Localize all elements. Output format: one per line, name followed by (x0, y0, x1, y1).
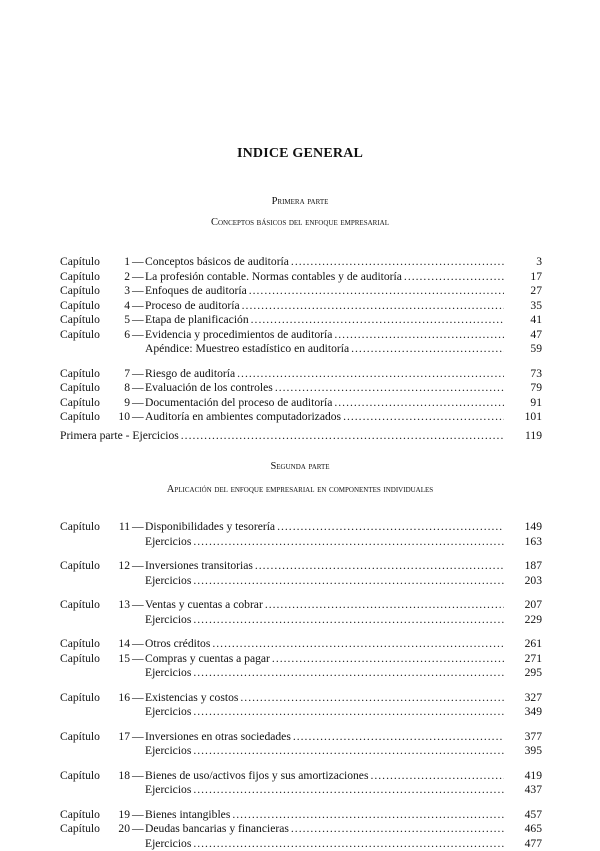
page-number: 163 (502, 535, 542, 550)
entry-leader (145, 637, 504, 652)
entry-title: Ejercicios (145, 783, 193, 798)
entry-leader (145, 396, 504, 411)
toc-row[interactable] (60, 255, 514, 270)
chapter-word: Capítulo (60, 284, 100, 299)
chapter-word: Capítulo (60, 299, 100, 314)
entry-title: Ejercicios (145, 535, 193, 550)
entry-title: Documentación del proceso de auditoría (145, 396, 334, 411)
toc-row[interactable] (60, 730, 514, 745)
page-number: 73 (502, 367, 542, 382)
row-gap (60, 627, 514, 637)
dot-leader (193, 666, 504, 681)
part2-toc (60, 520, 514, 851)
chapter-dash: — (132, 328, 144, 343)
row-gap (60, 720, 514, 730)
chapter-dash: — (132, 255, 144, 270)
row-gap (60, 798, 514, 808)
dot-leader (193, 613, 504, 628)
chapter-number: 16 (108, 691, 130, 706)
dot-leader (237, 367, 504, 382)
chapter-word: Capítulo (60, 598, 100, 613)
page-number: 229 (502, 613, 542, 628)
entry-leader (60, 429, 504, 444)
entry-title: Bienes de uso/activos fijos y sus amortizaciones (145, 769, 370, 784)
dot-leader (193, 535, 504, 550)
chapter-word: Capítulo (60, 396, 100, 411)
entry-leader (145, 410, 504, 425)
toc-row[interactable] (60, 270, 514, 285)
toc-row[interactable] (60, 520, 514, 535)
page-number: 3 (502, 255, 542, 270)
chapter-dash: — (132, 313, 144, 328)
dot-leader (277, 520, 504, 535)
chapter-dash: — (132, 299, 144, 314)
entry-leader (145, 808, 504, 823)
entry-title: Ejercicios (145, 705, 193, 720)
entry-leader (145, 342, 504, 357)
toc-row[interactable] (60, 691, 514, 706)
page-number: 271 (502, 652, 542, 667)
entry-title: Evidencia y procedimientos de auditoría (145, 328, 334, 343)
page-number: 41 (502, 313, 542, 328)
toc-row[interactable] (60, 328, 514, 343)
dot-leader (351, 342, 504, 357)
entry-leader (145, 255, 504, 270)
chapter-dash: — (132, 367, 144, 382)
entry-title: Auditoría en ambientes computadorizados (145, 410, 343, 425)
chapter-number: 9 (108, 396, 130, 411)
dot-leader (249, 284, 504, 299)
entry-title: Primera parte - Ejercicios (60, 429, 181, 444)
chapter-number: 17 (108, 730, 130, 745)
entry-title: Evaluación de los controles (145, 381, 275, 396)
entry-leader (145, 769, 504, 784)
entry-leader (145, 520, 504, 535)
part1-subtitle: Conceptos básicos del enfoque empresarial (0, 217, 600, 228)
page-title: INDICE GENERAL (0, 146, 600, 162)
entry-title: Ejercicios (145, 744, 193, 759)
entry-title: Etapa de planificación (145, 313, 251, 328)
entry-title: Ejercicios (145, 666, 193, 681)
entry-title: La profesión contable. Normas contables y de auditoría (145, 270, 404, 285)
part1-exercises-row[interactable] (60, 429, 514, 444)
dot-leader (193, 574, 504, 589)
chapter-number: 4 (108, 299, 130, 314)
page-number: 465 (502, 822, 542, 837)
page-number: 203 (502, 574, 542, 589)
dot-leader (193, 744, 504, 759)
chapter-dash: — (132, 284, 144, 299)
toc-row[interactable] (60, 313, 514, 328)
chapter-number: 2 (108, 270, 130, 285)
toc-row[interactable] (60, 666, 514, 681)
entry-title: Inversiones en otras sociedades (145, 730, 293, 745)
dot-leader (291, 255, 504, 270)
chapter-dash: — (132, 730, 144, 745)
page-number: 419 (502, 769, 542, 784)
row-gap (60, 759, 514, 769)
chapter-word: Capítulo (60, 255, 100, 270)
toc-row[interactable] (60, 574, 514, 589)
dot-leader (212, 637, 504, 652)
toc-row[interactable] (60, 396, 514, 411)
chapter-number: 19 (108, 808, 130, 823)
chapter-word: Capítulo (60, 822, 100, 837)
toc-row[interactable] (60, 535, 514, 550)
chapter-word: Capítulo (60, 691, 100, 706)
chapter-number: 11 (108, 520, 130, 535)
entry-leader (145, 559, 504, 574)
chapter-dash: — (132, 822, 144, 837)
entry-leader (145, 574, 504, 589)
entry-title: Proceso de auditoría (145, 299, 242, 314)
entry-title: Enfoques de auditoría (145, 284, 249, 299)
chapter-number: 8 (108, 381, 130, 396)
chapter-number: 5 (108, 313, 130, 328)
page-number: 295 (502, 666, 542, 681)
toc-row[interactable] (60, 284, 514, 299)
chapter-dash: — (132, 381, 144, 396)
entry-leader (145, 652, 504, 667)
toc-row[interactable] (60, 783, 514, 798)
toc-row[interactable] (60, 744, 514, 759)
entry-leader (145, 367, 504, 382)
entry-leader (145, 299, 504, 314)
chapter-word: Capítulo (60, 313, 100, 328)
entry-title: Apéndice: Muestreo estadístico en auditoría (145, 342, 351, 357)
dot-leader (293, 730, 504, 745)
chapter-word: Capítulo (60, 367, 100, 382)
toc-row[interactable] (60, 705, 514, 720)
toc-row[interactable] (60, 381, 514, 396)
dot-leader (193, 783, 504, 798)
page-number: 17 (502, 270, 542, 285)
entry-leader (145, 744, 504, 759)
chapter-dash: — (132, 396, 144, 411)
chapter-dash: — (132, 559, 144, 574)
toc-row[interactable] (60, 808, 514, 823)
page-number: 27 (502, 284, 542, 299)
entry-title: Riesgo de auditoría (145, 367, 237, 382)
row-gap (60, 588, 514, 598)
dot-leader (404, 270, 504, 285)
page-number: 349 (502, 705, 542, 720)
chapter-word: Capítulo (60, 730, 100, 745)
dot-leader (370, 769, 504, 784)
entry-leader (145, 730, 504, 745)
part2-subtitle: Aplicación del enfoque empresarial en componentes individuales (0, 484, 600, 495)
page-number: 149 (502, 520, 542, 535)
entry-leader (145, 598, 504, 613)
page-number: 119 (502, 429, 542, 444)
dot-leader (291, 822, 504, 837)
toc-row[interactable] (60, 410, 514, 425)
entry-leader (145, 284, 504, 299)
toc-row[interactable] (60, 652, 514, 667)
chapter-word: Capítulo (60, 270, 100, 285)
toc-row[interactable] (60, 822, 514, 837)
entry-title: Ventas y cuentas a cobrar (145, 598, 265, 613)
chapter-number: 13 (108, 598, 130, 613)
dot-leader (181, 429, 504, 444)
dot-leader (240, 691, 504, 706)
chapter-dash: — (132, 691, 144, 706)
entry-leader (145, 783, 504, 798)
page-number: 59 (502, 342, 542, 357)
entry-leader (145, 535, 504, 550)
entry-title: Deudas bancarias y financieras (145, 822, 291, 837)
page-number: 47 (502, 328, 542, 343)
chapter-number: 12 (108, 559, 130, 574)
dot-leader (232, 808, 504, 823)
page-number: 91 (502, 396, 542, 411)
entry-title: Existencias y costos (145, 691, 240, 706)
row-gap (60, 357, 514, 367)
page-number: 457 (502, 808, 542, 823)
page-number: 377 (502, 730, 542, 745)
toc-row[interactable] (60, 598, 514, 613)
dot-leader (255, 559, 504, 574)
chapter-number: 14 (108, 637, 130, 652)
entry-leader (145, 270, 504, 285)
chapter-word: Capítulo (60, 410, 100, 425)
chapter-word: Capítulo (60, 637, 100, 652)
chapter-word: Capítulo (60, 520, 100, 535)
entry-leader (145, 691, 504, 706)
chapter-number: 20 (108, 822, 130, 837)
dot-leader (334, 396, 504, 411)
entry-title: Ejercicios (145, 574, 193, 589)
page-number: 437 (502, 783, 542, 798)
dot-leader (251, 313, 504, 328)
entry-leader (145, 381, 504, 396)
part1-label: Primera parte (0, 196, 600, 207)
dot-leader (242, 299, 504, 314)
entry-title: Compras y cuentas a pagar (145, 652, 272, 667)
toc-row[interactable] (60, 299, 514, 314)
toc-row[interactable] (60, 342, 514, 357)
chapter-dash: — (132, 637, 144, 652)
part1-toc (60, 255, 514, 443)
entry-leader (145, 822, 504, 837)
toc-row[interactable] (60, 559, 514, 574)
chapter-word: Capítulo (60, 559, 100, 574)
dot-leader (334, 328, 504, 343)
chapter-number: 7 (108, 367, 130, 382)
entry-leader (145, 666, 504, 681)
page-number: 327 (502, 691, 542, 706)
row-gap (60, 549, 514, 559)
page-number: 79 (502, 381, 542, 396)
toc-row[interactable] (60, 367, 514, 382)
page-number: 101 (502, 410, 542, 425)
chapter-dash: — (132, 808, 144, 823)
page-number: 207 (502, 598, 542, 613)
page-number: 477 (502, 837, 542, 851)
entry-title: Ejercicios (145, 837, 193, 851)
chapter-word: Capítulo (60, 381, 100, 396)
chapter-number: 6 (108, 328, 130, 343)
chapter-dash: — (132, 652, 144, 667)
chapter-dash: — (132, 598, 144, 613)
chapter-word: Capítulo (60, 652, 100, 667)
entry-leader (145, 328, 504, 343)
page-number: 395 (502, 744, 542, 759)
toc-row[interactable] (60, 613, 514, 628)
dot-leader (275, 381, 504, 396)
entry-leader (145, 613, 504, 628)
page-number: 187 (502, 559, 542, 574)
entry-title: Bienes intangibles (145, 808, 232, 823)
page-number: 261 (502, 637, 542, 652)
chapter-number: 1 (108, 255, 130, 270)
chapter-number: 3 (108, 284, 130, 299)
dot-leader (272, 652, 504, 667)
part2-label: Segunda parte (0, 461, 600, 472)
dot-leader (265, 598, 504, 613)
entry-title: Otros créditos (145, 637, 212, 652)
chapter-dash: — (132, 270, 144, 285)
entry-title: Conceptos básicos de auditoría (145, 255, 291, 270)
chapter-number: 15 (108, 652, 130, 667)
entry-leader (145, 705, 504, 720)
page-number: 35 (502, 299, 542, 314)
entry-title: Inversiones transitorias (145, 559, 255, 574)
chapter-number: 18 (108, 769, 130, 784)
chapter-number: 10 (108, 410, 130, 425)
row-gap (60, 681, 514, 691)
entry-leader (145, 313, 504, 328)
chapter-dash: — (132, 410, 144, 425)
toc-row[interactable] (60, 637, 514, 652)
chapter-word: Capítulo (60, 808, 100, 823)
dot-leader (343, 410, 504, 425)
chapter-dash: — (132, 769, 144, 784)
entry-title: Ejercicios (145, 613, 193, 628)
entry-title: Disponibilidades y tesorería (145, 520, 277, 535)
toc-row[interactable] (60, 769, 514, 784)
chapter-word: Capítulo (60, 769, 100, 784)
dot-leader (193, 705, 504, 720)
chapter-dash: — (132, 520, 144, 535)
chapter-word: Capítulo (60, 328, 100, 343)
